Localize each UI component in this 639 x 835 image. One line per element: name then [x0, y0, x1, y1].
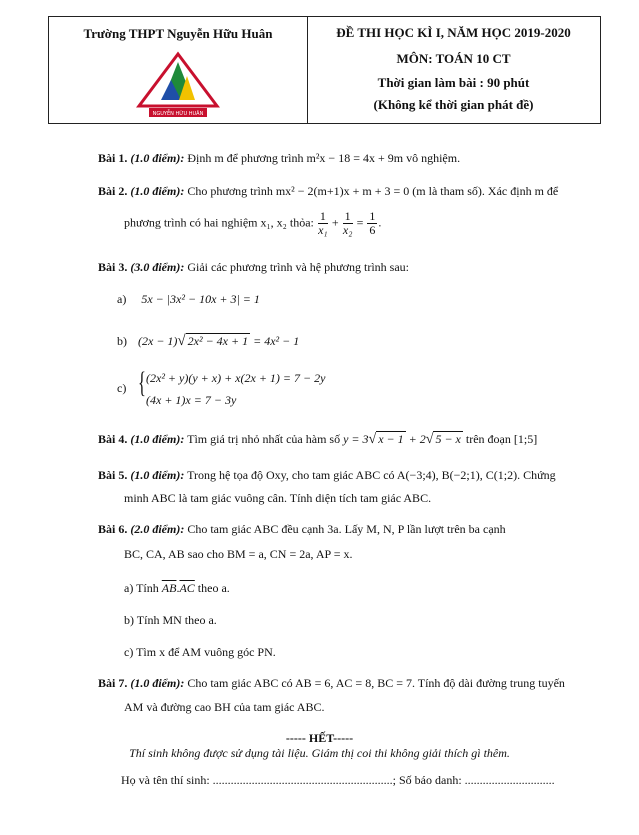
exam-subject: MÔN: TOÁN 10 CT [396, 51, 511, 66]
exam-time-note: (Không kể thời gian phát đề) [373, 97, 534, 112]
q6-line2: BC, CA, AB sao cho BM = a, CN = 2a, AP = x. [124, 547, 353, 561]
q5-points: (1.0 điểm): [130, 468, 185, 482]
q3-b-root: 2x² − 4x + 1 [187, 334, 249, 348]
question-6 [98, 522, 506, 537]
q6-part-b: b) Tính MN theo a. [124, 613, 217, 627]
exam-time: Thời gian làm bài : 90 phút [377, 75, 530, 90]
q3-a-label: a) [117, 292, 127, 306]
q3-text: Giải các phương trình và hệ phương trình sau: [187, 260, 409, 274]
q7-points: (1.0 điểm): [130, 676, 185, 690]
system-brace: { [138, 366, 146, 399]
q6-label: Bài 6. [98, 522, 128, 536]
q1-points: (1.0 điểm): [130, 151, 185, 165]
q2-text: Cho phương trình mx² − 2(m+1)x + m + 3 = 0 (m là tham số). Xác định m để [187, 184, 559, 198]
candidate-info-line: Họ và tên thí sinh: ............................................................; Số báo danh: .............................. [121, 773, 555, 787]
q5-text: Trong hệ tọa độ Oxy, cho tam giác ABC có A(−3;4), B(−2;1), C(1;2). Chứng [187, 468, 556, 482]
logo-text: NGUYỄN HỮU HUÂN [152, 111, 204, 117]
question-4: Bài 4. (1.0 điểm): Tìm giá trị nhỏ nhất của hàm số y = 3√ x − 1 + 2√ 5 − x trên đoạn [1;5] [98, 432, 538, 447]
q3-b-left: (2x − 1) [138, 334, 178, 348]
q2-line2: phương trình có hai nghiệm x₁, x₂ thỏa: [124, 215, 314, 230]
q2-fraction-3: $\frac{1}{6}$ [369, 209, 376, 237]
q6-a-pre: a) Tính [124, 581, 159, 595]
q4-text: Tìm giá trị nhỏ nhất của hàm số [187, 432, 341, 446]
q6-a-vector-1: $\overline{AB}$ [161, 581, 177, 595]
q3-points: (3.0 điểm): [130, 260, 185, 274]
q4-func-a: y = 3 [343, 432, 369, 446]
question-3 [98, 260, 409, 275]
q6-a-post: theo a. [197, 581, 230, 595]
q2-points: (1.0 điểm): [130, 184, 185, 198]
school-logo-icon [135, 50, 221, 122]
exam-title: ĐỀ THI HỌC KÌ I, NĂM HỌC 2019-2020 [336, 25, 571, 40]
q4-func-b: + 2 [408, 432, 426, 446]
q3-c-equation-1: (2x² + y)(y + x) + x(2x + 1) = 7 − 2y [146, 371, 326, 385]
question-1 [98, 151, 460, 166]
q2-fraction-1: $\frac{1}{\text{x₁}}$ [318, 209, 328, 237]
q3-b-label: b) [117, 334, 127, 348]
q6-points: (2.0 điểm): [130, 522, 185, 536]
q3-part-a [117, 292, 260, 307]
question-2-line2: phương trình có hai nghiệm x₁, x₂ thỏa: $\frac{1}{\text{x₁}}$ + $\frac{1}{\text{x₂}}$ = $\frac{1}{6}$ . [124, 209, 382, 237]
q2-fraction-2: $\frac{1}{\text{x₂}}$ [342, 209, 353, 237]
question-5 [98, 468, 556, 483]
q1-label: Bài 1. [98, 151, 128, 165]
q4-tail: trên đoạn [1;5] [465, 432, 538, 446]
question-7 [98, 676, 565, 691]
q3-label: Bài 3. [98, 260, 128, 274]
q4-points: (1.0 điểm): [130, 432, 185, 446]
q5-label: Bài 5. [98, 468, 128, 482]
q3-c-equation-2: (4x + 1)x = 7 − 3y [146, 393, 237, 407]
q3-a-equation: 5x − |3x² − 10x + 3| = 1 [141, 292, 260, 306]
q7-label: Bài 7. [98, 676, 128, 690]
q3-part-b: b) (2x − 1)√ 2x² − 4x + 1 = 4x² − 1 [117, 333, 300, 349]
q1-text: Định m để phương trình m²x − 18 = 4x + 9m vô nghiệm. [187, 151, 461, 165]
q6-part-a: a) Tính $\overline{AB}.\overline{AC}$ theo a. [124, 581, 230, 595]
end-marker: ----- HẾT----- [285, 731, 354, 745]
q6-part-c: c) Tìm x để AM vuông góc PN. [124, 645, 276, 659]
q7-line2: AM và đường cao BH của tam giác ABC. [124, 700, 325, 714]
footer-note: Thí sinh không được sử dụng tài liệu. Giám thị coi thi không giải thích gì thêm. [129, 746, 510, 760]
q3-b-right: = 4x² − 1 [253, 334, 300, 348]
q4-root-1: x − 1 [378, 432, 404, 446]
q6-a-vector-2: $\overline{AC}$ [179, 581, 195, 595]
q2-label: Bài 2. [98, 184, 128, 198]
q5-line2: minh ABC là tam giác vuông cân. Tính diện tích tam giác ABC. [124, 491, 432, 505]
question-2 [98, 184, 558, 199]
exam-header [48, 16, 601, 124]
q3-c-label: c) [117, 381, 127, 395]
school-name: Trường THPT Nguyễn Hữu Huân [83, 26, 273, 41]
q6-text: Cho tam giác ABC đều cạnh 3a. Lấy M, N, P lần lượt trên ba cạnh [187, 522, 506, 536]
q7-text: Cho tam giác ABC có AB = 6, AC = 8, BC = 7. Tính độ dài đường trung tuyến [187, 676, 565, 690]
q4-label: Bài 4. [98, 432, 128, 446]
q4-root-2: 5 − x [435, 432, 461, 446]
